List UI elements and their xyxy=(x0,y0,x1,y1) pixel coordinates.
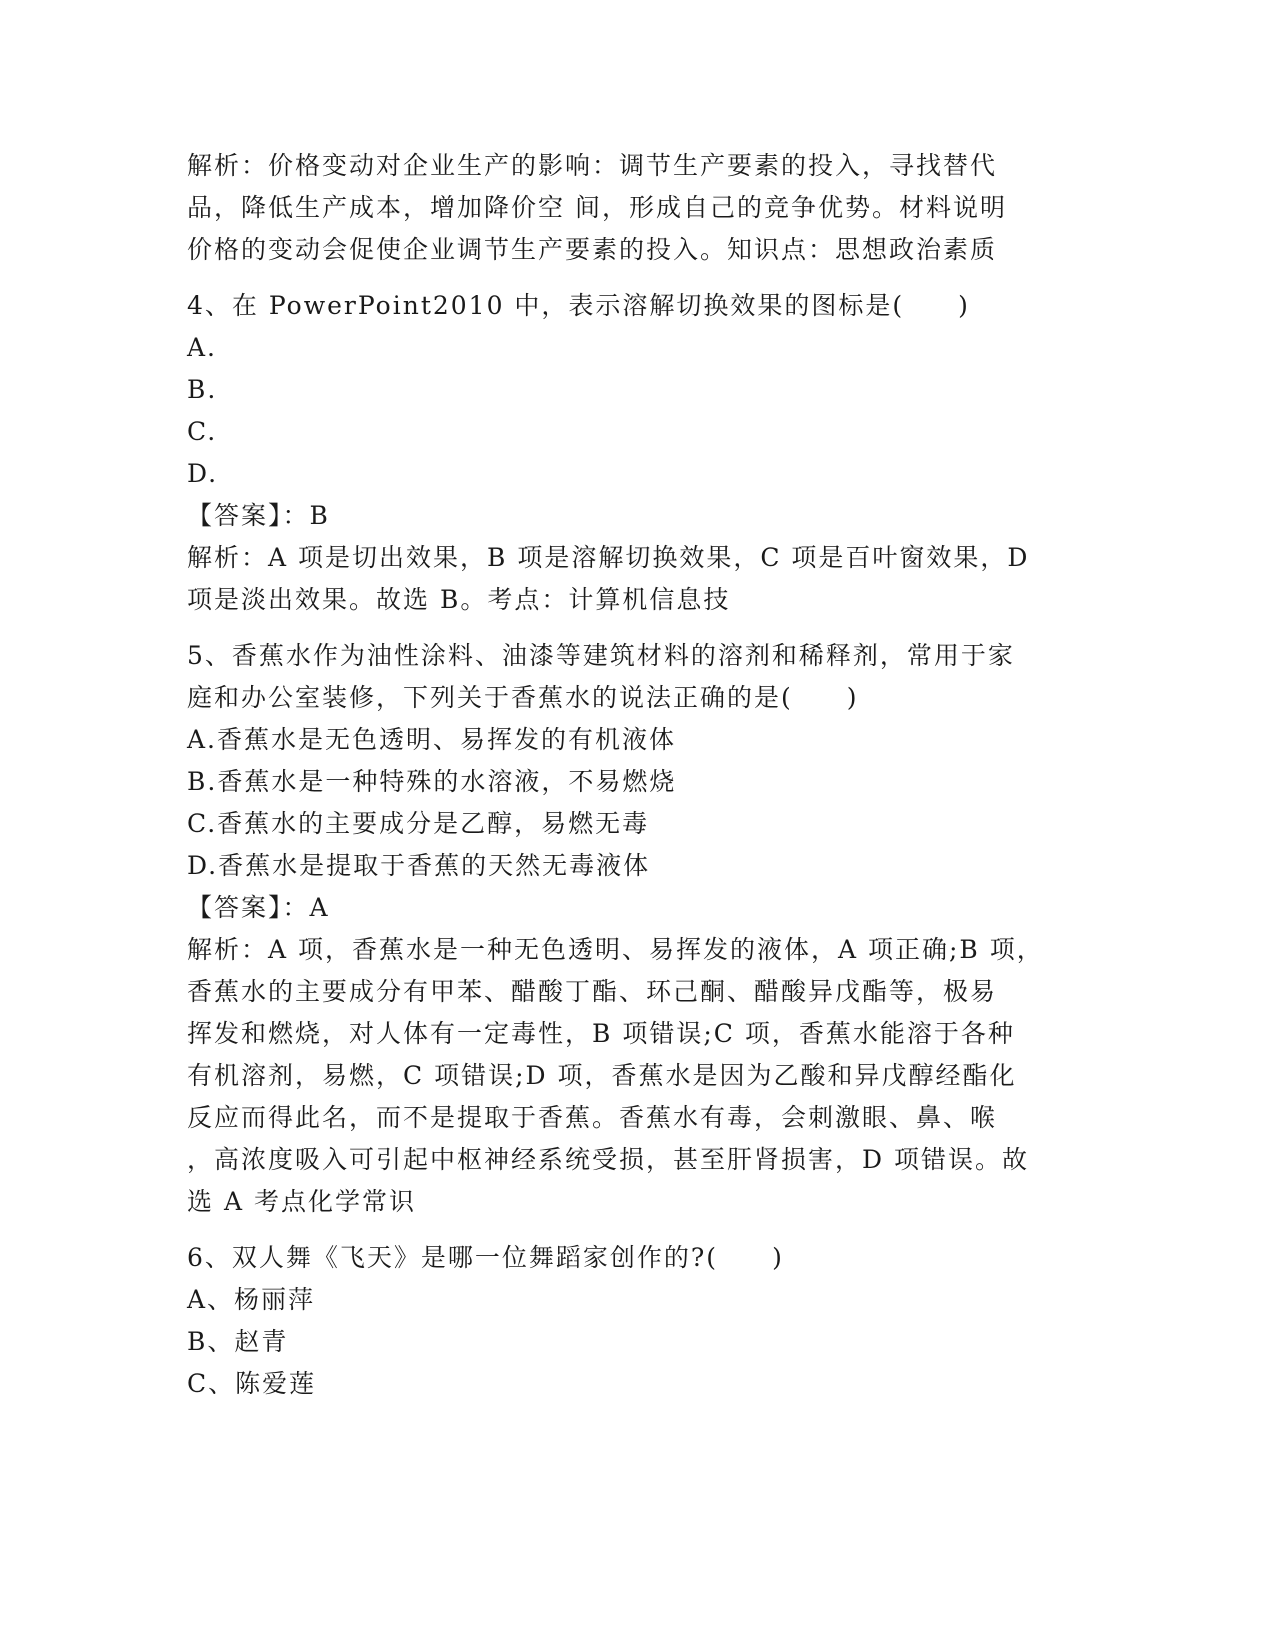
question-5 xyxy=(187,635,1087,1223)
answer-line: 【答案】：A xyxy=(187,893,330,922)
analysis-line: ，高浓度吸入可引起中枢神经系统受损，甚至肝肾损害，D 项错误。故 xyxy=(187,1145,1029,1174)
analysis-line: 有机溶剂，易燃，C 项错误;D 项，香蕉水是因为乙酸和异戊醇经酯化 xyxy=(187,1061,1017,1090)
option-a: A、杨丽萍 xyxy=(187,1285,316,1314)
option-a: A. xyxy=(187,333,218,362)
question-4 xyxy=(187,285,1087,621)
previous-analysis xyxy=(187,145,1087,271)
document-page xyxy=(187,145,1087,1405)
analysis-line: 项是淡出效果。故选 B。考点：计算机信息技 xyxy=(187,585,731,614)
analysis-line: 挥发和燃烧，对人体有一定毒性，B 项错误;C 项，香蕉水能溶于各种 xyxy=(187,1019,1015,1048)
option-c: C、陈爱莲 xyxy=(187,1369,317,1398)
question-stem: 5、香蕉水作为油性涂料、油漆等建筑材料的溶剂和稀释剂，常用于家 xyxy=(187,641,1015,670)
analysis-line: 品，降低生产成本，增加降价空 间，形成自己的竞争优势。材料说明 xyxy=(187,193,1007,222)
option-b: B.香蕉水是一种特殊的水溶液，不易燃烧 xyxy=(187,767,677,796)
analysis-line: 选 A 考点化学常识 xyxy=(187,1187,416,1216)
question-stem: 4、在 PowerPoint2010 中，表示溶解切换效果的图标是( ) xyxy=(187,291,970,320)
analysis-line: 解析：A 项是切出效果，B 项是溶解切换效果，C 项是百叶窗效果，D xyxy=(187,543,1030,572)
analysis-line: 解析：价格变动对企业生产的影响：调节生产要素的投入，寻找替代 xyxy=(187,151,998,180)
analysis-line: 香蕉水的主要成分有甲苯、醋酸丁酯、环己酮、醋酸异戊酯等，极易 xyxy=(187,977,998,1006)
analysis-line: 价格的变动会促使企业调节生产要素的投入。知识点：思想政治素质 xyxy=(187,235,998,264)
question-6 xyxy=(187,1237,1087,1405)
option-d: D. xyxy=(187,459,219,488)
analysis-line: 解析：A 项，香蕉水是一种无色透明、易挥发的液体，A 项正确;B 项， xyxy=(187,935,1044,964)
question-stem: 庭和办公室装修，下列关于香蕉水的说法正确的是( ) xyxy=(187,683,859,712)
option-c: C.香蕉水的主要成分是乙醇，易燃无毒 xyxy=(187,809,650,838)
option-c: C. xyxy=(187,417,218,446)
question-stem: 6、双人舞《飞天》是哪一位舞蹈家创作的?( ) xyxy=(187,1243,784,1272)
answer-line: 【答案】：B xyxy=(187,501,330,530)
option-b: B. xyxy=(187,375,218,404)
option-a: A.香蕉水是无色透明、易挥发的有机液体 xyxy=(187,725,677,754)
option-b: B、赵青 xyxy=(187,1327,289,1356)
option-d: D.香蕉水是提取于香蕉的天然无毒液体 xyxy=(187,851,651,880)
analysis-line: 反应而得此名，而不是提取于香蕉。香蕉水有毒，会刺激眼、鼻、喉 xyxy=(187,1103,998,1132)
